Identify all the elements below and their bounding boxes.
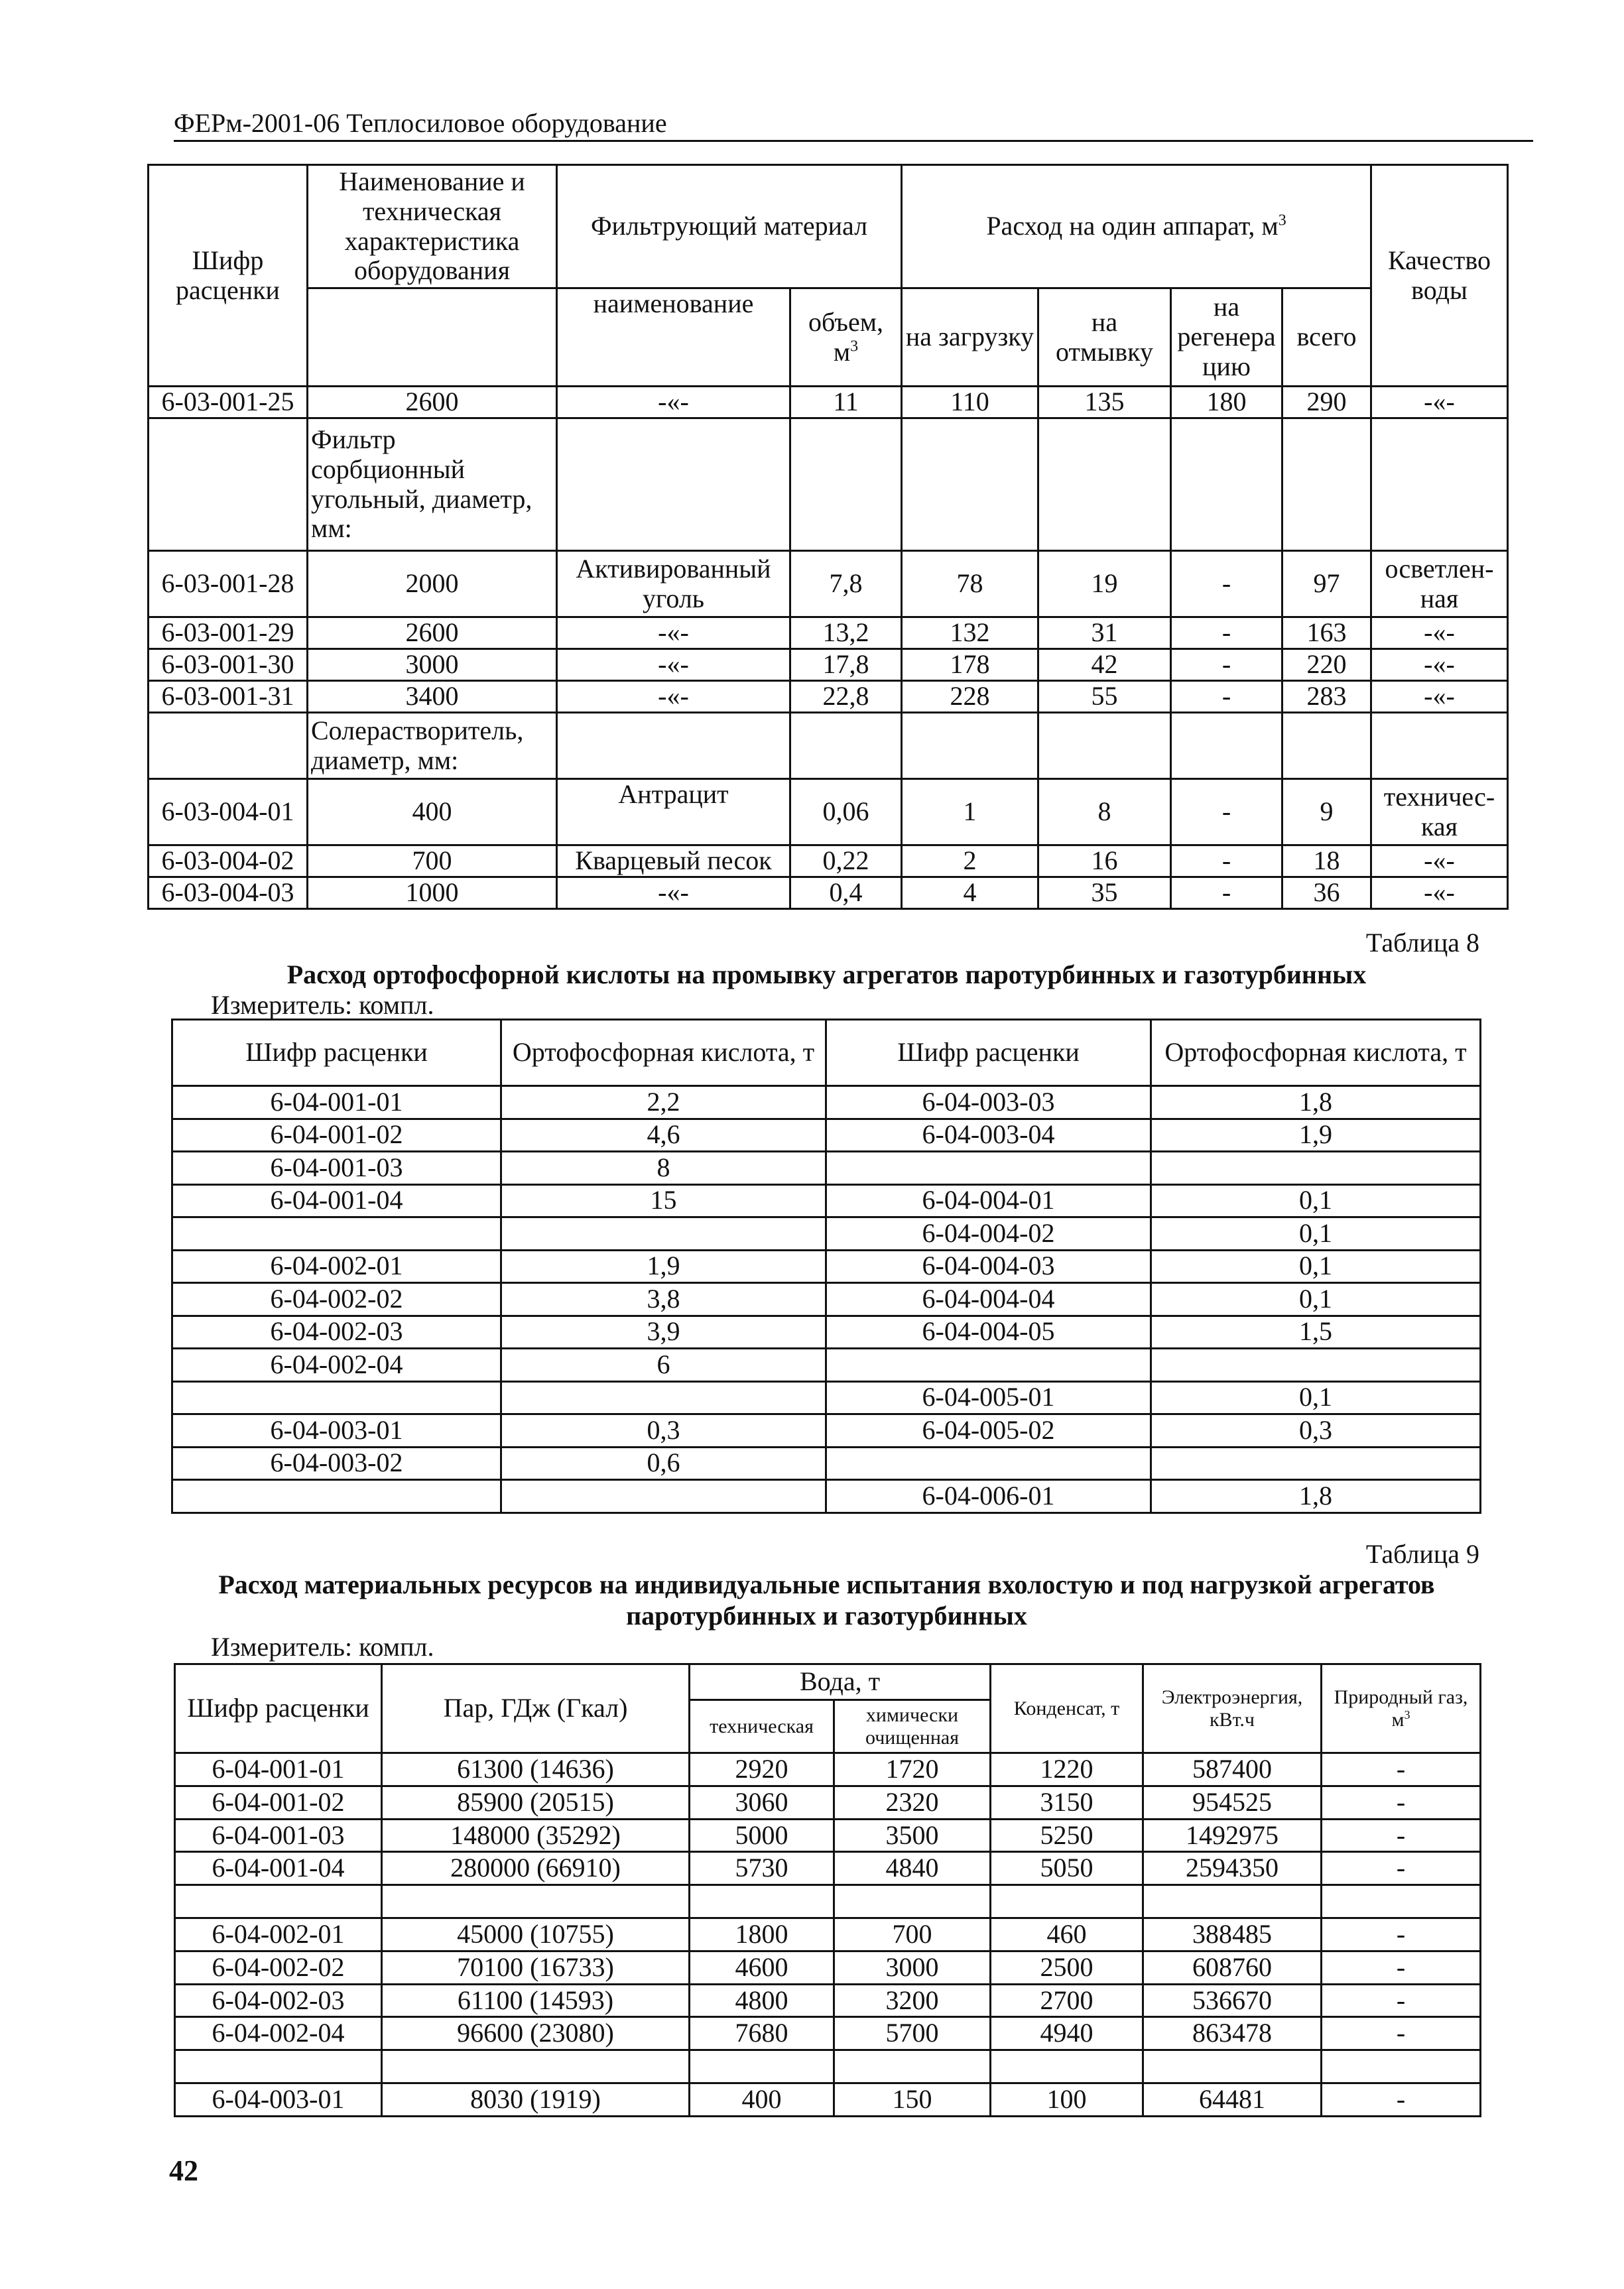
table-cell: 0,4 xyxy=(790,877,902,909)
table-cell: 16 xyxy=(1038,845,1171,877)
table-cell: 9 xyxy=(1282,779,1371,845)
table-cell: 1 xyxy=(902,779,1038,845)
table-cell: 6-04-003-03 xyxy=(826,1086,1151,1119)
table-cell: 6-04-001-04 xyxy=(172,1184,501,1217)
table-cell: -«- xyxy=(557,649,790,681)
th9-code: Шифр расценки xyxy=(175,1664,382,1753)
table-row xyxy=(175,1885,1481,1918)
table-row xyxy=(172,1349,1481,1382)
table-cell: 3150 xyxy=(991,1786,1143,1819)
table-cell xyxy=(1143,2050,1322,2083)
th-total: всего xyxy=(1282,288,1371,387)
th-wash: на отмывку xyxy=(1038,288,1171,387)
table-cell: 150 xyxy=(834,2083,991,2116)
table-cell xyxy=(1143,1885,1322,1918)
table-cell: 6-04-001-03 xyxy=(175,1819,382,1852)
table-cell: 4940 xyxy=(991,2017,1143,2050)
table-cell xyxy=(172,1217,501,1251)
table-cell: 6-04-004-05 xyxy=(826,1316,1151,1349)
table-cell xyxy=(1282,713,1371,779)
table-cell: 6-03-001-30 xyxy=(149,649,308,681)
table-cell: 2500 xyxy=(991,1951,1143,1984)
table-cell: 6-04-001-02 xyxy=(172,1119,501,1152)
table-cell: -«- xyxy=(1371,877,1508,909)
table-cell: - xyxy=(1322,1786,1481,1819)
table-row xyxy=(149,649,1508,681)
table-cell xyxy=(1282,418,1371,551)
table-cell: 100 xyxy=(991,2083,1143,2116)
table-row xyxy=(172,1414,1481,1448)
header-rule xyxy=(174,140,1533,142)
table-cell: 290 xyxy=(1282,387,1371,418)
table-row xyxy=(149,681,1508,713)
table-cell: 6-03-004-03 xyxy=(149,877,308,909)
table-cell: -«- xyxy=(1371,845,1508,877)
table-cell: - xyxy=(1322,1852,1481,1885)
table-cell: 35 xyxy=(1038,877,1171,909)
th9-gas: Природный газ, $м^3$ xyxy=(1322,1664,1481,1753)
table-cell: 8 xyxy=(1038,779,1171,845)
table-cell: 2600 xyxy=(308,387,557,418)
table-cell: 36 xyxy=(1282,877,1371,909)
table-cell: 6-04-001-02 xyxy=(175,1786,382,1819)
table-cell: 4 xyxy=(902,877,1038,909)
table-cell: 6-03-001-29 xyxy=(149,617,308,649)
table-cell: 6-04-006-01 xyxy=(826,1480,1151,1513)
table-cell: 6-04-002-02 xyxy=(172,1283,501,1316)
table-cell: 148000 (35292) xyxy=(382,1819,690,1852)
table8-unit: Измеритель: компл. xyxy=(211,990,434,1020)
table-cell: 228 xyxy=(902,681,1038,713)
table-cell: Антрацит xyxy=(557,779,790,845)
table-cell: 0,1 xyxy=(1151,1184,1481,1217)
table-cell xyxy=(172,1480,501,1513)
table-cell: 5250 xyxy=(991,1819,1143,1852)
table-cell: 6-04-002-03 xyxy=(175,1984,382,2017)
table-cell: 4840 xyxy=(834,1852,991,1885)
table8-label: Таблица 8 xyxy=(1365,928,1479,958)
table-material-resources xyxy=(174,1663,1481,2117)
table-cell: 42 xyxy=(1038,649,1171,681)
table-row xyxy=(175,1753,1481,1786)
table-row xyxy=(175,1819,1481,1852)
table-cell: 13,2 xyxy=(790,617,902,649)
table-cell: 536670 xyxy=(1143,1984,1322,2017)
table-cell: 608760 xyxy=(1143,1951,1322,1984)
table-cell xyxy=(175,1885,382,1918)
table-cell xyxy=(790,418,902,551)
table-cell: - xyxy=(1171,779,1282,845)
table-cell: -«- xyxy=(1371,681,1508,713)
table-cell: -«- xyxy=(557,387,790,418)
table-cell: - xyxy=(1171,649,1282,681)
table-row xyxy=(172,1250,1481,1283)
table-cell: 388485 xyxy=(1143,1918,1322,1951)
th-filter-material: Фильтрующий материал xyxy=(557,165,902,288)
table-cell: 220 xyxy=(1282,649,1371,681)
table-cell: 1,8 xyxy=(1151,1086,1481,1119)
table-cell: 2920 xyxy=(690,1753,834,1786)
table-cell: 4600 xyxy=(690,1951,834,1984)
table-cell: 1,8 xyxy=(1151,1480,1481,1513)
table-cell: 280000 (66910) xyxy=(382,1852,690,1885)
table-cell xyxy=(149,713,308,779)
table-cell: 2594350 xyxy=(1143,1852,1322,1885)
table-cell: 6-03-001-31 xyxy=(149,681,308,713)
table-cell: - xyxy=(1171,877,1282,909)
table-cell: Активированный уголь xyxy=(557,551,790,617)
table-cell: 460 xyxy=(991,1918,1143,1951)
th8-code-2: Шифр расценки xyxy=(826,1020,1151,1086)
table-cell: 6-04-001-01 xyxy=(172,1086,501,1119)
table-cell: - xyxy=(1322,1819,1481,1852)
th-water-quality: Качество воды xyxy=(1371,165,1508,387)
table-cell: -«- xyxy=(1371,649,1508,681)
table9-title: Расход материальных ресурсов на индивидуальные испытания вхолостую и под нагрузкой агрегатов паротурбинных и газотурбинных xyxy=(218,1570,1435,1631)
table-cell: 6-03-001-28 xyxy=(149,551,308,617)
page-header-title: ФЕРм-2001-06 Теплосиловое оборудование xyxy=(174,108,667,138)
table-cell xyxy=(501,1217,826,1251)
table-row xyxy=(175,2083,1481,2116)
table-cell xyxy=(790,713,902,779)
table-cell: - xyxy=(1322,1984,1481,2017)
table-cell: 4,6 xyxy=(501,1119,826,1152)
table-cell: 0,06 xyxy=(790,779,902,845)
table-cell: - xyxy=(1171,551,1282,617)
table-cell xyxy=(1322,2050,1481,2083)
table-cell xyxy=(382,1885,690,1918)
table-cell: -«- xyxy=(1371,617,1508,649)
table-row xyxy=(172,1316,1481,1349)
table-cell: 6-03-004-01 xyxy=(149,779,308,845)
table-cell: 6-04-004-03 xyxy=(826,1250,1151,1283)
page-number: 42 xyxy=(169,2154,198,2187)
table-cell: 3,8 xyxy=(501,1283,826,1316)
table-cell: -«- xyxy=(557,877,790,909)
table-cell: 283 xyxy=(1282,681,1371,713)
table-cell: 6-03-004-02 xyxy=(149,845,308,877)
table-cell: 0,3 xyxy=(501,1414,826,1448)
th8-code-1: Шифр расценки xyxy=(172,1020,501,1086)
table-cell: 3000 xyxy=(834,1951,991,1984)
table-cell xyxy=(557,713,790,779)
table-cell: 2320 xyxy=(834,1786,991,1819)
table-cell: 700 xyxy=(308,845,557,877)
table-filter-materials xyxy=(147,164,1509,910)
table-row xyxy=(149,779,1508,845)
table-cell: 178 xyxy=(902,649,1038,681)
table-cell: - xyxy=(1322,1753,1481,1786)
table-cell xyxy=(834,1885,991,1918)
table-row xyxy=(149,845,1508,877)
table-cell: 85900 (20515) xyxy=(382,1786,690,1819)
table-cell: 22,8 xyxy=(790,681,902,713)
table-cell: 19 xyxy=(1038,551,1171,617)
table-cell: 61100 (14593) xyxy=(382,1984,690,2017)
table-row xyxy=(175,1852,1481,1885)
table-row xyxy=(172,1184,1481,1217)
table-row xyxy=(172,1447,1481,1480)
table-cell xyxy=(1371,418,1508,551)
table-cell: 163 xyxy=(1282,617,1371,649)
table-row xyxy=(149,877,1508,909)
table-cell: 110 xyxy=(902,387,1038,418)
table-cell: 0,1 xyxy=(1151,1283,1481,1316)
table-cell: 6-04-003-04 xyxy=(826,1119,1151,1152)
table-cell: 6-04-003-01 xyxy=(175,2083,382,2116)
table-cell: 70100 (16733) xyxy=(382,1951,690,1984)
th9-water-tech: техническая xyxy=(690,1700,834,1753)
table-cell: 6-04-005-01 xyxy=(826,1381,1151,1414)
table-cell: 6-04-002-02 xyxy=(175,1951,382,1984)
table-cell xyxy=(826,1447,1151,1480)
table-cell xyxy=(826,1349,1151,1382)
table-cell: 1,9 xyxy=(1151,1119,1481,1152)
table-cell: Солерастворитель, диаметр, мм: xyxy=(308,713,557,779)
table-cell: 5730 xyxy=(690,1852,834,1885)
table-cell: 180 xyxy=(1171,387,1282,418)
th-consumption: Расход на один аппарат, $м^3$ xyxy=(902,165,1371,288)
table-cell xyxy=(1171,418,1282,551)
table-row xyxy=(149,418,1508,551)
table-cell: - xyxy=(1171,845,1282,877)
table-cell: 2,2 xyxy=(501,1086,826,1119)
table-cell: 587400 xyxy=(1143,1753,1322,1786)
table-cell xyxy=(902,713,1038,779)
table-row xyxy=(172,1283,1481,1316)
table-row xyxy=(149,617,1508,649)
table-cell: 6-04-005-02 xyxy=(826,1414,1151,1448)
table-cell: 45000 (10755) xyxy=(382,1918,690,1951)
table-cell: 6-04-001-01 xyxy=(175,1753,382,1786)
th-regeneration: на регенера цию xyxy=(1171,288,1282,387)
table-cell xyxy=(1171,713,1282,779)
table-row xyxy=(172,1217,1481,1251)
table-cell: 1,5 xyxy=(1151,1316,1481,1349)
table-cell: 1800 xyxy=(690,1918,834,1951)
table-cell: 8030 (1919) xyxy=(382,2083,690,2116)
table-cell: 3000 xyxy=(308,649,557,681)
table-cell: 6-04-002-04 xyxy=(172,1349,501,1382)
table-cell: - xyxy=(1171,681,1282,713)
table-cell xyxy=(172,1381,501,1414)
table-cell: 6-04-001-03 xyxy=(172,1152,501,1185)
table-row xyxy=(172,1480,1481,1513)
table-cell xyxy=(149,418,308,551)
th-code: Шифр расценки xyxy=(149,165,308,387)
th8-acid-2: Ортофосфорная кислота, т xyxy=(1151,1020,1481,1086)
table-cell xyxy=(690,2050,834,2083)
table-cell: 6-04-004-02 xyxy=(826,1217,1151,1251)
table-cell: 61300 (14636) xyxy=(382,1753,690,1786)
table-cell: 1492975 xyxy=(1143,1819,1322,1852)
table-cell: -«- xyxy=(1371,387,1508,418)
table-cell xyxy=(382,2050,690,2083)
table-cell: техничес-кая xyxy=(1371,779,1508,845)
table-cell: 0,1 xyxy=(1151,1250,1481,1283)
table-cell: 31 xyxy=(1038,617,1171,649)
table-cell xyxy=(902,418,1038,551)
table-row xyxy=(149,713,1508,779)
table-cell: 55 xyxy=(1038,681,1171,713)
table-cell: 18 xyxy=(1282,845,1371,877)
table-cell xyxy=(826,1152,1151,1185)
table-cell: 6-04-003-02 xyxy=(172,1447,501,1480)
table-cell: 6-04-002-01 xyxy=(175,1918,382,1951)
table9-label: Таблица 9 xyxy=(1365,1539,1479,1569)
table-cell: 0,3 xyxy=(1151,1414,1481,1448)
table-cell xyxy=(501,1480,826,1513)
table-cell: - xyxy=(1322,2017,1481,2050)
table-cell: 7,8 xyxy=(790,551,902,617)
table-cell: 2000 xyxy=(308,551,557,617)
table-cell: 15 xyxy=(501,1184,826,1217)
table-cell: 0,22 xyxy=(790,845,902,877)
table-cell xyxy=(1371,713,1508,779)
table-cell xyxy=(1151,1152,1481,1185)
th9-electricity: Электроэнергия, кВт.ч xyxy=(1143,1664,1322,1753)
table-cell xyxy=(1151,1447,1481,1480)
table-cell: Кварцевый песок xyxy=(557,845,790,877)
table-cell: 6-04-001-04 xyxy=(175,1852,382,1885)
table-cell: 700 xyxy=(834,1918,991,1951)
table-cell: -«- xyxy=(557,617,790,649)
table-cell: 5700 xyxy=(834,2017,991,2050)
th-volume: объем, $м^3$ xyxy=(790,288,902,387)
th9-water-chem: химически очищенная xyxy=(834,1700,991,1753)
table-cell: 400 xyxy=(690,2083,834,2116)
table-row xyxy=(149,551,1508,617)
table-cell: 863478 xyxy=(1143,2017,1322,2050)
th-load: на загрузку xyxy=(902,288,1038,387)
table-cell: 0,6 xyxy=(501,1447,826,1480)
table-cell: 3500 xyxy=(834,1819,991,1852)
th-name-sub xyxy=(308,288,557,387)
table-cell: 96600 (23080) xyxy=(382,2017,690,2050)
table-cell: 11 xyxy=(790,387,902,418)
table-cell: 2600 xyxy=(308,617,557,649)
table-cell xyxy=(1038,418,1171,551)
table-cell: 6-04-002-03 xyxy=(172,1316,501,1349)
th8-acid-1: Ортофосфорная кислота, т xyxy=(501,1020,826,1086)
table-cell: 6-04-003-01 xyxy=(172,1414,501,1448)
table-cell: 1000 xyxy=(308,877,557,909)
table-row xyxy=(172,1381,1481,1414)
table-cell xyxy=(501,1381,826,1414)
table-cell: 2 xyxy=(902,845,1038,877)
table-cell: 6-04-004-04 xyxy=(826,1283,1151,1316)
table-row xyxy=(175,2050,1481,2083)
table-cell: - xyxy=(1322,1951,1481,1984)
table-cell: 3200 xyxy=(834,1984,991,2017)
table-row xyxy=(175,1951,1481,1984)
table-cell: 64481 xyxy=(1143,2083,1322,2116)
table-cell: - xyxy=(1322,2083,1481,2116)
table-cell: 1220 xyxy=(991,1753,1143,1786)
table-cell: 954525 xyxy=(1143,1786,1322,1819)
table-row xyxy=(149,387,1508,418)
table-cell: 6-04-002-01 xyxy=(172,1250,501,1283)
table-cell: 0,1 xyxy=(1151,1217,1481,1251)
table-row xyxy=(172,1152,1481,1185)
table-cell: 4800 xyxy=(690,1984,834,2017)
table-cell xyxy=(991,2050,1143,2083)
table-cell: 2700 xyxy=(991,1984,1143,2017)
table-cell: 7680 xyxy=(690,2017,834,2050)
table-cell: 6 xyxy=(501,1349,826,1382)
table-cell: 6-04-002-04 xyxy=(175,2017,382,2050)
table-cell: 5000 xyxy=(690,1819,834,1852)
table-cell: - xyxy=(1171,617,1282,649)
th-name: Наименование и техническая характеристика оборудования xyxy=(308,165,557,288)
table-cell: 1,9 xyxy=(501,1250,826,1283)
th9-steam: Пар, ГДж (Гкал) xyxy=(382,1664,690,1753)
table-cell xyxy=(1038,713,1171,779)
table-cell: 78 xyxy=(902,551,1038,617)
table-cell: 3060 xyxy=(690,1786,834,1819)
table9-unit: Измеритель: компл. xyxy=(211,1632,434,1662)
table-row xyxy=(175,1918,1481,1951)
table-cell xyxy=(1151,1349,1481,1382)
table-cell: 97 xyxy=(1282,551,1371,617)
table-row xyxy=(175,1786,1481,1819)
table-cell xyxy=(175,2050,382,2083)
table-row xyxy=(172,1119,1481,1152)
table-cell: 6-04-004-01 xyxy=(826,1184,1151,1217)
table-phosphoric-acid xyxy=(171,1019,1481,1514)
table8-title: Расход ортофосфорной кислоты на промывку агрегатов паротурбинных и газотурбинных xyxy=(286,959,1367,989)
table-cell: 0,1 xyxy=(1151,1381,1481,1414)
table-cell: осветлен-ная xyxy=(1371,551,1508,617)
table-cell xyxy=(557,418,790,551)
table-cell xyxy=(834,2050,991,2083)
table-cell xyxy=(991,1885,1143,1918)
table-cell: 400 xyxy=(308,779,557,845)
table-cell: 8 xyxy=(501,1152,826,1185)
table-cell: - xyxy=(1322,1918,1481,1951)
table-cell: 5050 xyxy=(991,1852,1143,1885)
th-material-name: наименование xyxy=(557,288,790,387)
table-row xyxy=(175,2017,1481,2050)
th9-water: Вода, т xyxy=(690,1664,991,1700)
table-cell xyxy=(690,1885,834,1918)
table-cell: 132 xyxy=(902,617,1038,649)
table-cell: 3400 xyxy=(308,681,557,713)
table-cell: -«- xyxy=(557,681,790,713)
table-row xyxy=(175,1984,1481,2017)
table-cell: 135 xyxy=(1038,387,1171,418)
table-cell: 6-03-001-25 xyxy=(149,387,308,418)
table-cell xyxy=(1322,1885,1481,1918)
table-cell: 17,8 xyxy=(790,649,902,681)
table-cell: 3,9 xyxy=(501,1316,826,1349)
table-row xyxy=(172,1086,1481,1119)
table-cell: Фильтр сорбционный угольный, диаметр, мм: xyxy=(308,418,557,551)
table-cell: 1720 xyxy=(834,1753,991,1786)
th9-condensate: Конденсат, т xyxy=(991,1664,1143,1753)
